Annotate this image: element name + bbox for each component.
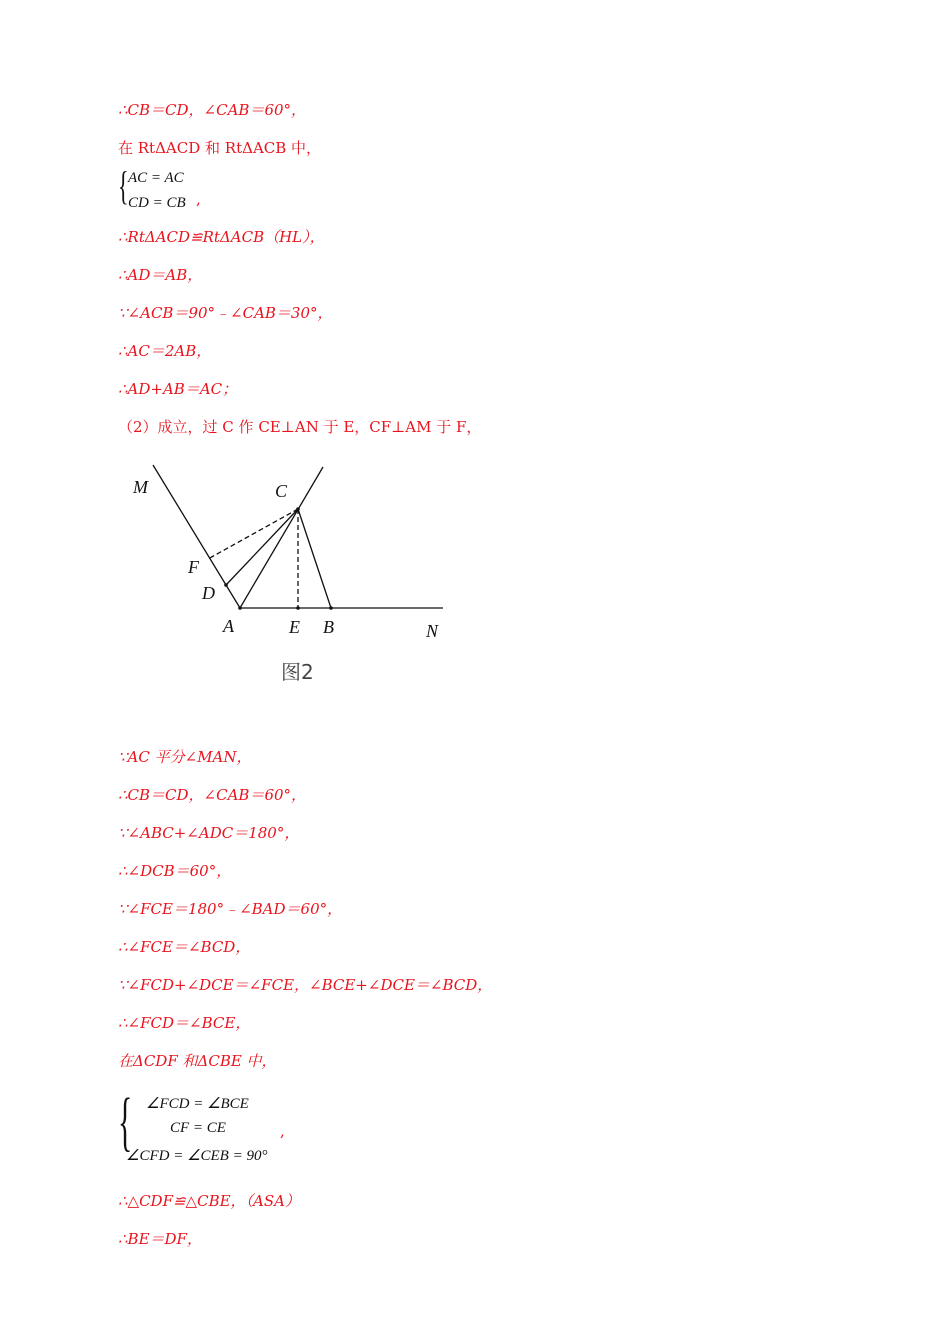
system2-row-1: ∠FCD = ∠BCE (146, 1096, 249, 1112)
proof-line-8: （2）成立，过 C 作 CE⊥AN 于 E，CF⊥AM 于 F， (118, 418, 482, 436)
point-d (224, 583, 228, 587)
system1-row-2: CD = CB (128, 195, 186, 211)
system1-row-1: AC = AC (128, 170, 184, 186)
system2-comma: , (280, 1122, 285, 1140)
proof-line-17: 在ΔCDF 和ΔCBE 中， (118, 1052, 277, 1070)
label-f: F (188, 557, 199, 577)
proof-line-11: ∵∠ABC+∠ADC＝180°， (118, 824, 300, 842)
point-a (238, 606, 242, 610)
ray-am (153, 465, 240, 608)
segment-cf-dashed (208, 509, 298, 559)
proof-line-6: ∴AC＝2AB， (118, 342, 212, 360)
system1-comma: , (196, 190, 201, 208)
proof-line-16: ∴∠FCD＝∠BCE， (118, 1014, 251, 1032)
label-n: N (426, 621, 439, 641)
label-d: D (202, 583, 215, 603)
proof-line-12: ∴∠DCB＝60°， (118, 862, 232, 880)
segment-cd (226, 509, 298, 585)
proof-line-7: ∴AD+AB＝AC； (118, 380, 238, 398)
proof-line-13: ∵∠FCE＝180°﹣∠BAD＝60°， (118, 900, 343, 918)
proof-line-9: ∵AC 平分∠MAN， (118, 748, 252, 766)
system2-row-2: CF = CE (170, 1120, 226, 1136)
proof-line-2: 在 RtΔACD 和 RtΔACB 中， (118, 139, 322, 157)
proof-line-15: ∵∠FCD+∠DCE＝∠FCE，∠BCE+∠DCE＝∠BCD， (118, 976, 493, 994)
label-e: E (289, 617, 300, 637)
left-brace: { (118, 163, 129, 208)
label-a: A (223, 616, 234, 636)
label-m: M (133, 477, 148, 497)
equation-system-1 (118, 163, 218, 218)
proof-line-1: ∴CB＝CD，∠CAB＝60°， (118, 101, 307, 119)
point-e (296, 606, 300, 610)
proof-line-18: ∴△CDF≌△CBE，（ASA） (118, 1192, 300, 1210)
equation-system-2 (118, 1085, 288, 1170)
label-c: C (275, 481, 288, 501)
proof-line-14: ∴∠FCE＝∠BCD， (118, 938, 251, 956)
left-brace: { (118, 1085, 133, 1158)
system2-row-3: ∠CFD = ∠CEB = 90° (126, 1148, 268, 1164)
proof-line-5: ∵∠ACB＝90°﹣∠CAB＝30°， (118, 304, 333, 322)
figure-caption: 图2 (281, 660, 314, 684)
point-b (329, 606, 333, 610)
proof-line-3: ∴RtΔACD≌RtΔACB（HL）， (118, 228, 325, 246)
proof-line-4: ∴AD＝AB， (118, 266, 203, 284)
segment-cb (298, 509, 331, 608)
geometry-figure-2 (118, 455, 458, 695)
proof-line-10: ∴CB＝CD，∠CAB＝60°， (118, 786, 307, 804)
proof-line-19: ∴BE＝DF， (118, 1230, 202, 1248)
point-c (296, 507, 300, 511)
label-b: B (323, 617, 334, 637)
